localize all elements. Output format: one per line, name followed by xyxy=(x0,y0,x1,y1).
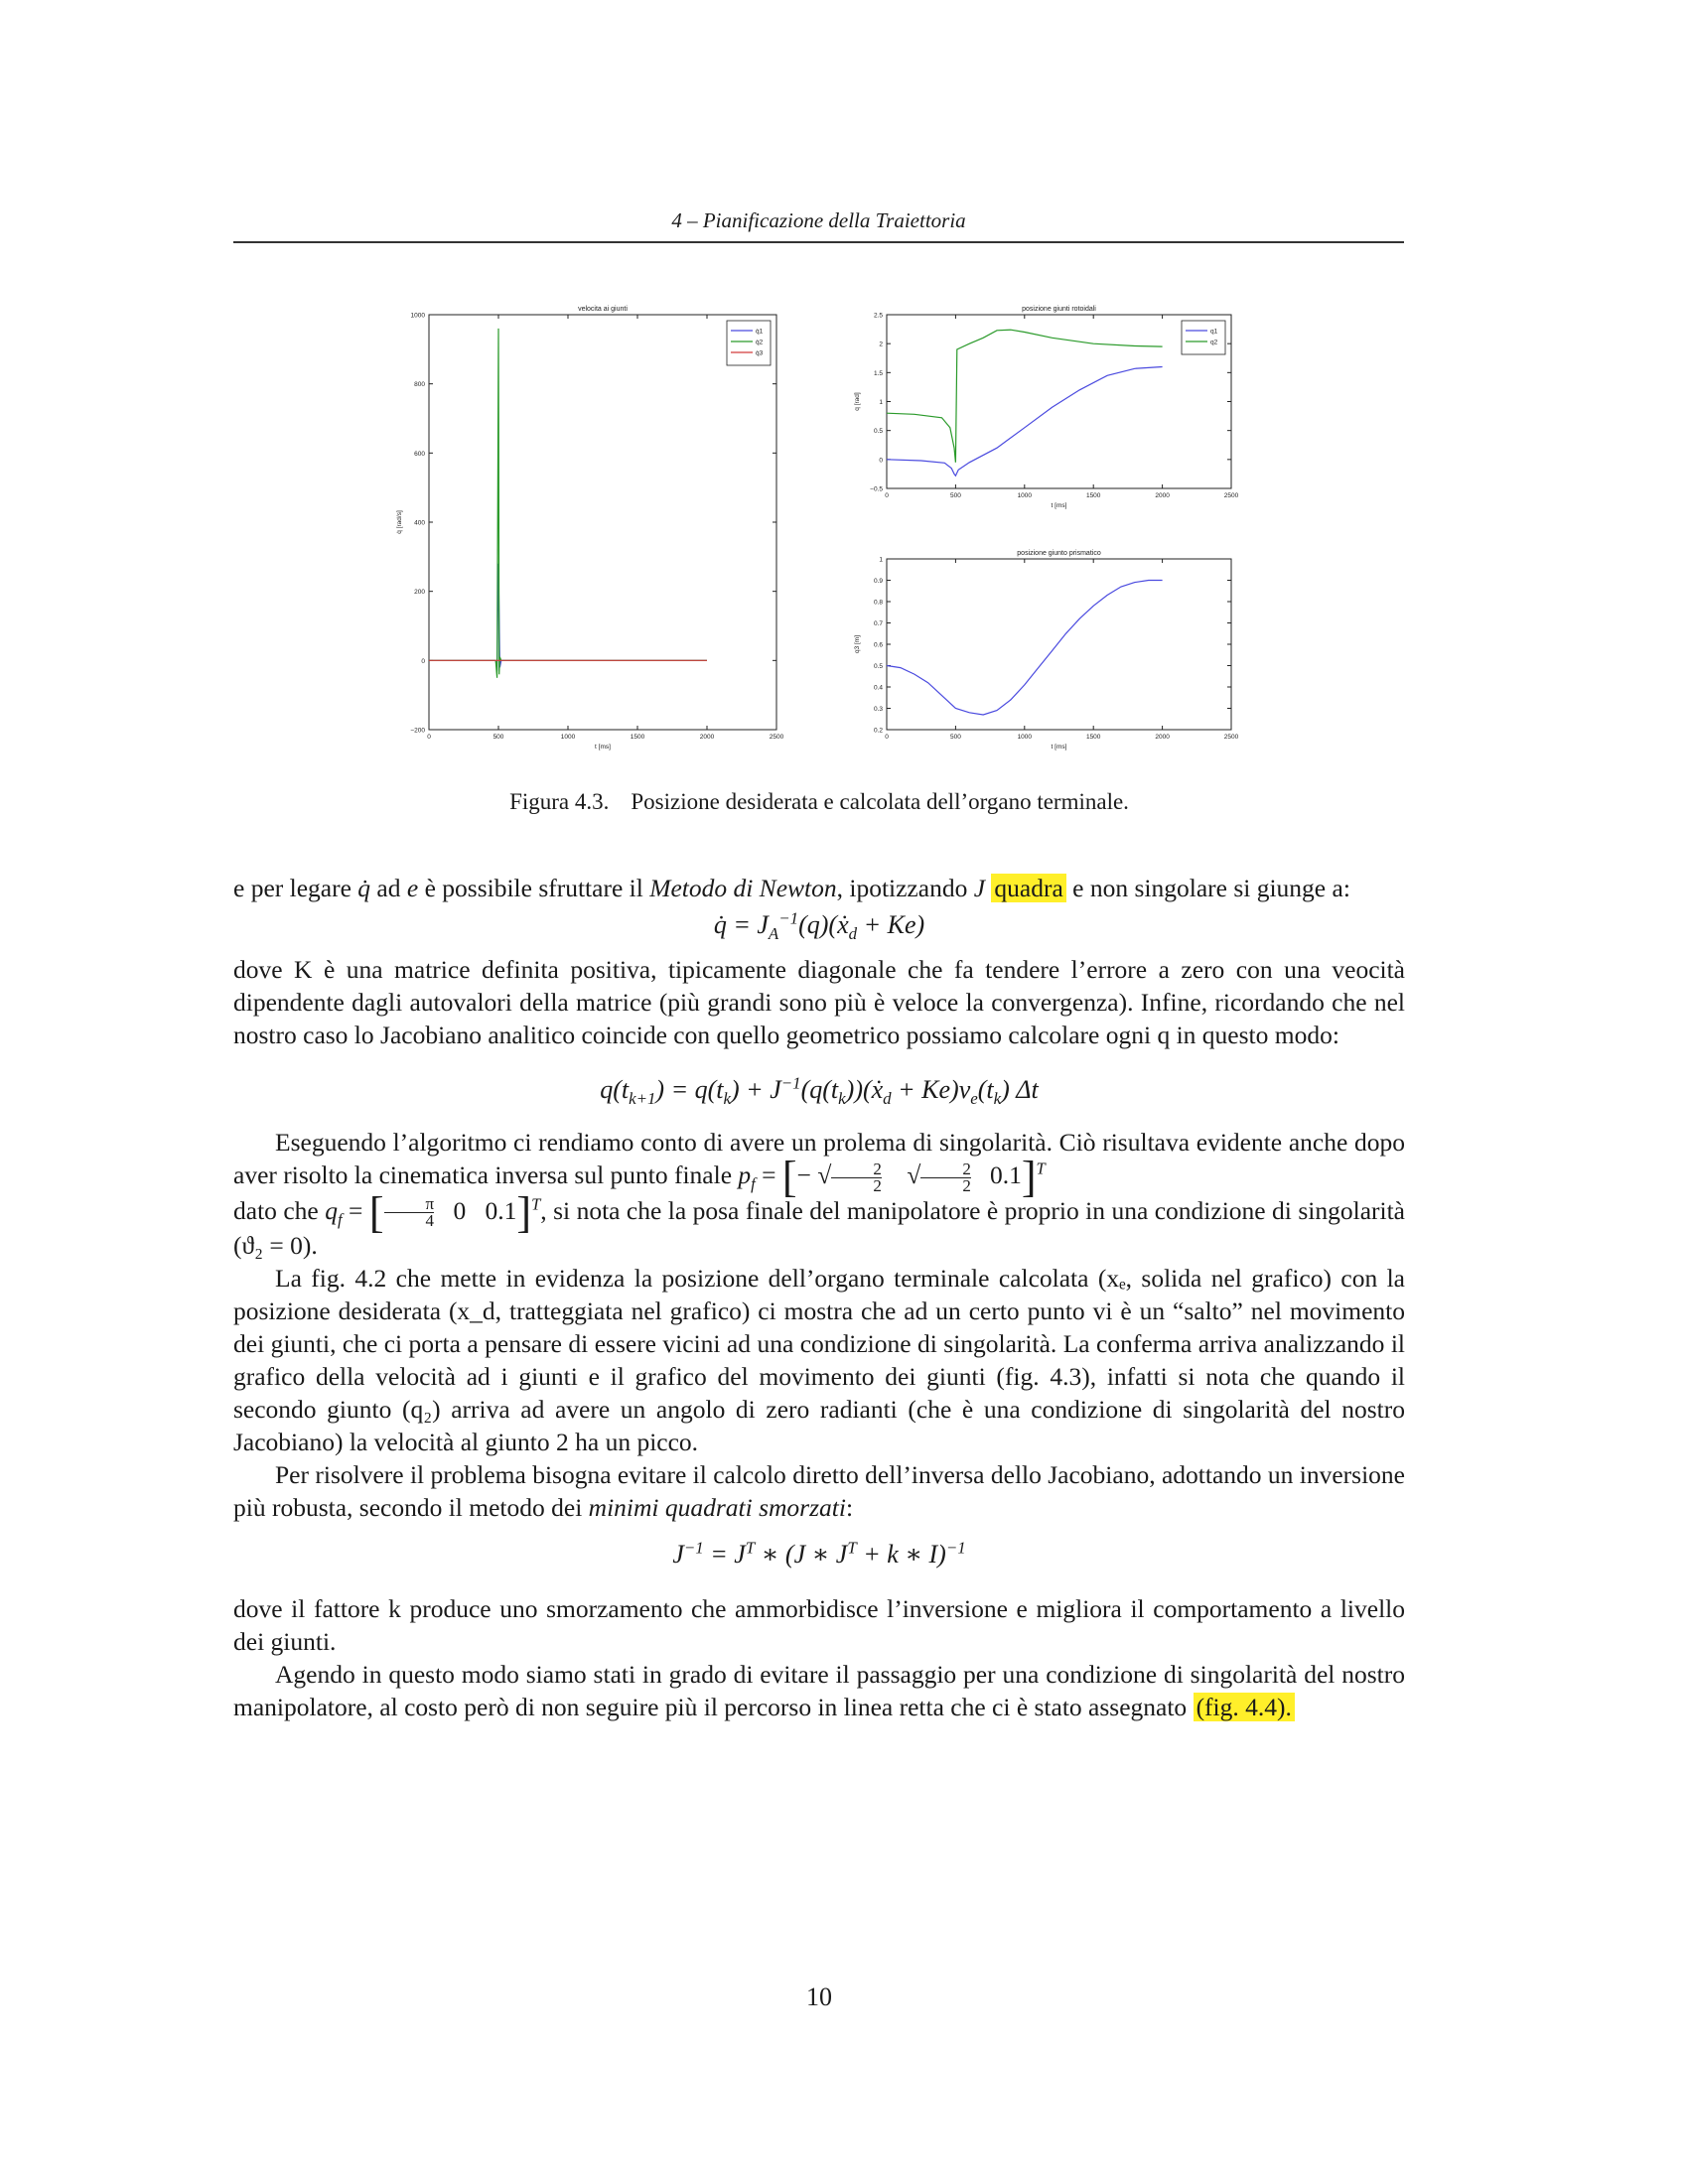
equation-1: q̇ = $J_A^{-1}(q)(ẋ_d + Ke)$ xyxy=(713,908,925,944)
x-tick-label: 1500 xyxy=(1085,734,1101,741)
highlight-quadra: quadra xyxy=(991,874,1065,902)
plot-area-0 xyxy=(429,315,776,730)
figure-label: Figura 4.3. xyxy=(509,789,610,814)
y-tick-label: 1.5 xyxy=(873,369,883,377)
y-tick-label: 0 xyxy=(879,457,883,465)
equation-2: $q(t_{k+1}) = q(t_k)$ + $J^{-1}(q(t_k))(ẋ_d + Ke)v_e(t_k)$ Δt xyxy=(600,1073,1039,1109)
x-tick-label: 1500 xyxy=(1085,492,1101,499)
paragraph-fattore-k: dove il fattore k produce uno smorzamento che ammorbidisce l’inversione e migliora il comportamento a livello dei giunti. xyxy=(233,1594,1405,1657)
plot-area-2 xyxy=(887,559,1231,730)
y-axis-label: q̇ [rad/s] xyxy=(396,510,403,534)
page-number: 10 xyxy=(806,1982,832,2011)
y-tick-label: 600 xyxy=(414,450,425,458)
x-axis-label: t [ms] xyxy=(595,744,611,751)
legend-label: q̇1 xyxy=(756,328,764,336)
paragraph-newton: e per legare q̇ ad e è possibile sfruttare il Metodo di Newton, ipotizzando J quadra e non singolare si giunge a: xyxy=(233,874,1350,902)
x-tick-label: 2000 xyxy=(1155,492,1170,499)
x-tick-label: 2500 xyxy=(1223,734,1239,741)
figure-4-3 xyxy=(0,0,1688,784)
legend-label: q̇2 xyxy=(756,339,764,346)
y-tick-label: 1 xyxy=(879,399,883,406)
x-tick-label: 1000 xyxy=(560,734,576,741)
paragraph-fig-4-2: La fig. 4.2 che mette in evidenza la posizione dell’organo terminale calcolata (xₑ, solida nel grafico) con la posizione desiderata (x_d, tratteggiata nel grafico) ci mostra che ad un certo punto vi è un “salto” nel movimento dei giunti, che ci porta a pensare di essere vicini ad una condizione di singolarità. La conferma arriva analizzando il grafico della velocità ad i giunti e il grafico del movimento dei giunti (fig. 4.3), infatti si nota che quando il secondo giunto (q₂) arriva ad avere un angolo di zero radianti (che è una condizione di singolarità del nostro Jacobiano) la velocità al giunto 2 ha un picco. xyxy=(233,1264,1405,1457)
chart-title: velocita ai giunti xyxy=(578,306,628,313)
series-line-q̇1 xyxy=(429,564,707,671)
x-axis-label: t [ms] xyxy=(1051,744,1067,751)
legend-label: q1 xyxy=(1210,328,1218,336)
legend-box xyxy=(727,321,771,365)
y-tick-label: 0.9 xyxy=(873,578,883,585)
legend-box xyxy=(1182,321,1225,354)
y-tick-label: −0.5 xyxy=(870,485,883,493)
y-tick-label: 0.6 xyxy=(873,641,883,649)
paragraph-conclusione: Agendo in questo modo siamo stati in grado di evitare il passaggio per una condizione di singolarità del nostro manipolatore, al costo però di non seguire più il percorso in linea retta che ci è stato assegnato (fig. 4.4). xyxy=(233,1660,1405,1722)
series-line-q1 xyxy=(887,367,1163,477)
y-tick-label: 0.5 xyxy=(873,428,883,436)
chart-title: posizione giunto prismatico xyxy=(1017,550,1101,557)
running-header: 4 – Pianificazione della Traiettoria xyxy=(233,205,1404,243)
y-tick-label: 0.4 xyxy=(873,684,883,692)
y-tick-label: 1 xyxy=(879,556,883,564)
y-tick-label: 800 xyxy=(414,381,425,389)
chart-title: posizione giunti rotoidali xyxy=(1022,306,1096,313)
x-tick-label: 0 xyxy=(885,492,889,499)
y-tick-label: 2.5 xyxy=(873,312,883,320)
x-tick-label: 500 xyxy=(492,734,504,741)
y-tick-label: 400 xyxy=(414,519,425,527)
y-tick-label: 200 xyxy=(414,589,425,597)
x-tick-label: 1000 xyxy=(1017,492,1033,499)
y-axis-label: q3 [m] xyxy=(854,634,861,654)
legend-label: q̇3 xyxy=(756,349,764,357)
legend-label: q2 xyxy=(1210,339,1218,346)
paragraph-inversione: Per risolvere il problema bisogna evitare il calcolo diretto dell’inversa dello Jacobiano, adottando un inversione più robusta, secondo il metodo dei minimi quadrati smorzati: xyxy=(233,1460,1405,1523)
body-text xyxy=(233,872,1405,1723)
y-tick-label: 1000 xyxy=(410,312,425,320)
x-tick-label: 1000 xyxy=(1017,734,1033,741)
x-tick-label: 0 xyxy=(885,734,889,741)
paragraph-singolarita: Eseguendo l’algoritmo ci rendiamo conto di avere un prolema di singolarità. Ciò risultava evidente anche dopo aver risolto la cinematica inversa sul punto finale $p_f$ = [− √ $\frac{2}{2}$ √ $\frac{2}{2}$ 0.1]$^T$ dato che $q_f$ = [ $\frac{\pi}{4}$ 0 0.1]$^T$, si nota che la posa finale del manipolatore è proprio in una condizione di singolarità (ϑ₂ = 0). xyxy=(233,1128,1405,1261)
y-tick-label: 0.7 xyxy=(873,620,883,627)
x-tick-label: 500 xyxy=(949,492,961,499)
y-tick-label: 2 xyxy=(879,341,883,348)
y-tick-label: 0.3 xyxy=(873,706,883,713)
y-tick-label: −200 xyxy=(410,727,425,735)
equation-3: $J^{-1} = J^T$ ∗ (J ∗ $J^T + k$ ∗ I)$^{-1}$ xyxy=(672,1538,966,1570)
highlight-fig-4-4: (fig. 4.4). xyxy=(1194,1693,1295,1721)
y-axis-label: q [rad] xyxy=(854,392,861,411)
x-tick-label: 0 xyxy=(427,734,431,741)
figure-caption-text: Posizione desiderata e calcolata dell’organo terminale. xyxy=(631,789,1129,814)
series-line-q̇2 xyxy=(429,329,707,678)
x-tick-label: 2000 xyxy=(699,734,715,741)
paragraph-matrix-k: dove K è una matrice definita positiva, tipicamente diagonale che fa tendere l’errore a zero con una veocità dipendente dagli autovalori della matrice (più grandi sono più è veloce la convergenza). Infine, ricordando che nel nostro caso lo Jacobiano analitico coincide con quello geometrico possiamo calcolare ogni q in questo modo: xyxy=(233,955,1405,1049)
y-tick-label: 0.8 xyxy=(873,599,883,607)
y-tick-label: 0 xyxy=(421,657,425,665)
y-tick-label: 0.2 xyxy=(873,727,883,735)
x-tick-label: 500 xyxy=(949,734,961,741)
figure-caption xyxy=(0,789,1638,815)
x-tick-label: 2500 xyxy=(1223,492,1239,499)
x-axis-label: t [ms] xyxy=(1051,502,1067,509)
series-line-q2 xyxy=(887,330,1163,463)
x-tick-label: 2500 xyxy=(769,734,784,741)
x-tick-label: 1500 xyxy=(630,734,645,741)
x-tick-label: 2000 xyxy=(1155,734,1170,741)
y-tick-label: 0.5 xyxy=(873,663,883,670)
series-line-q3 xyxy=(887,581,1163,716)
